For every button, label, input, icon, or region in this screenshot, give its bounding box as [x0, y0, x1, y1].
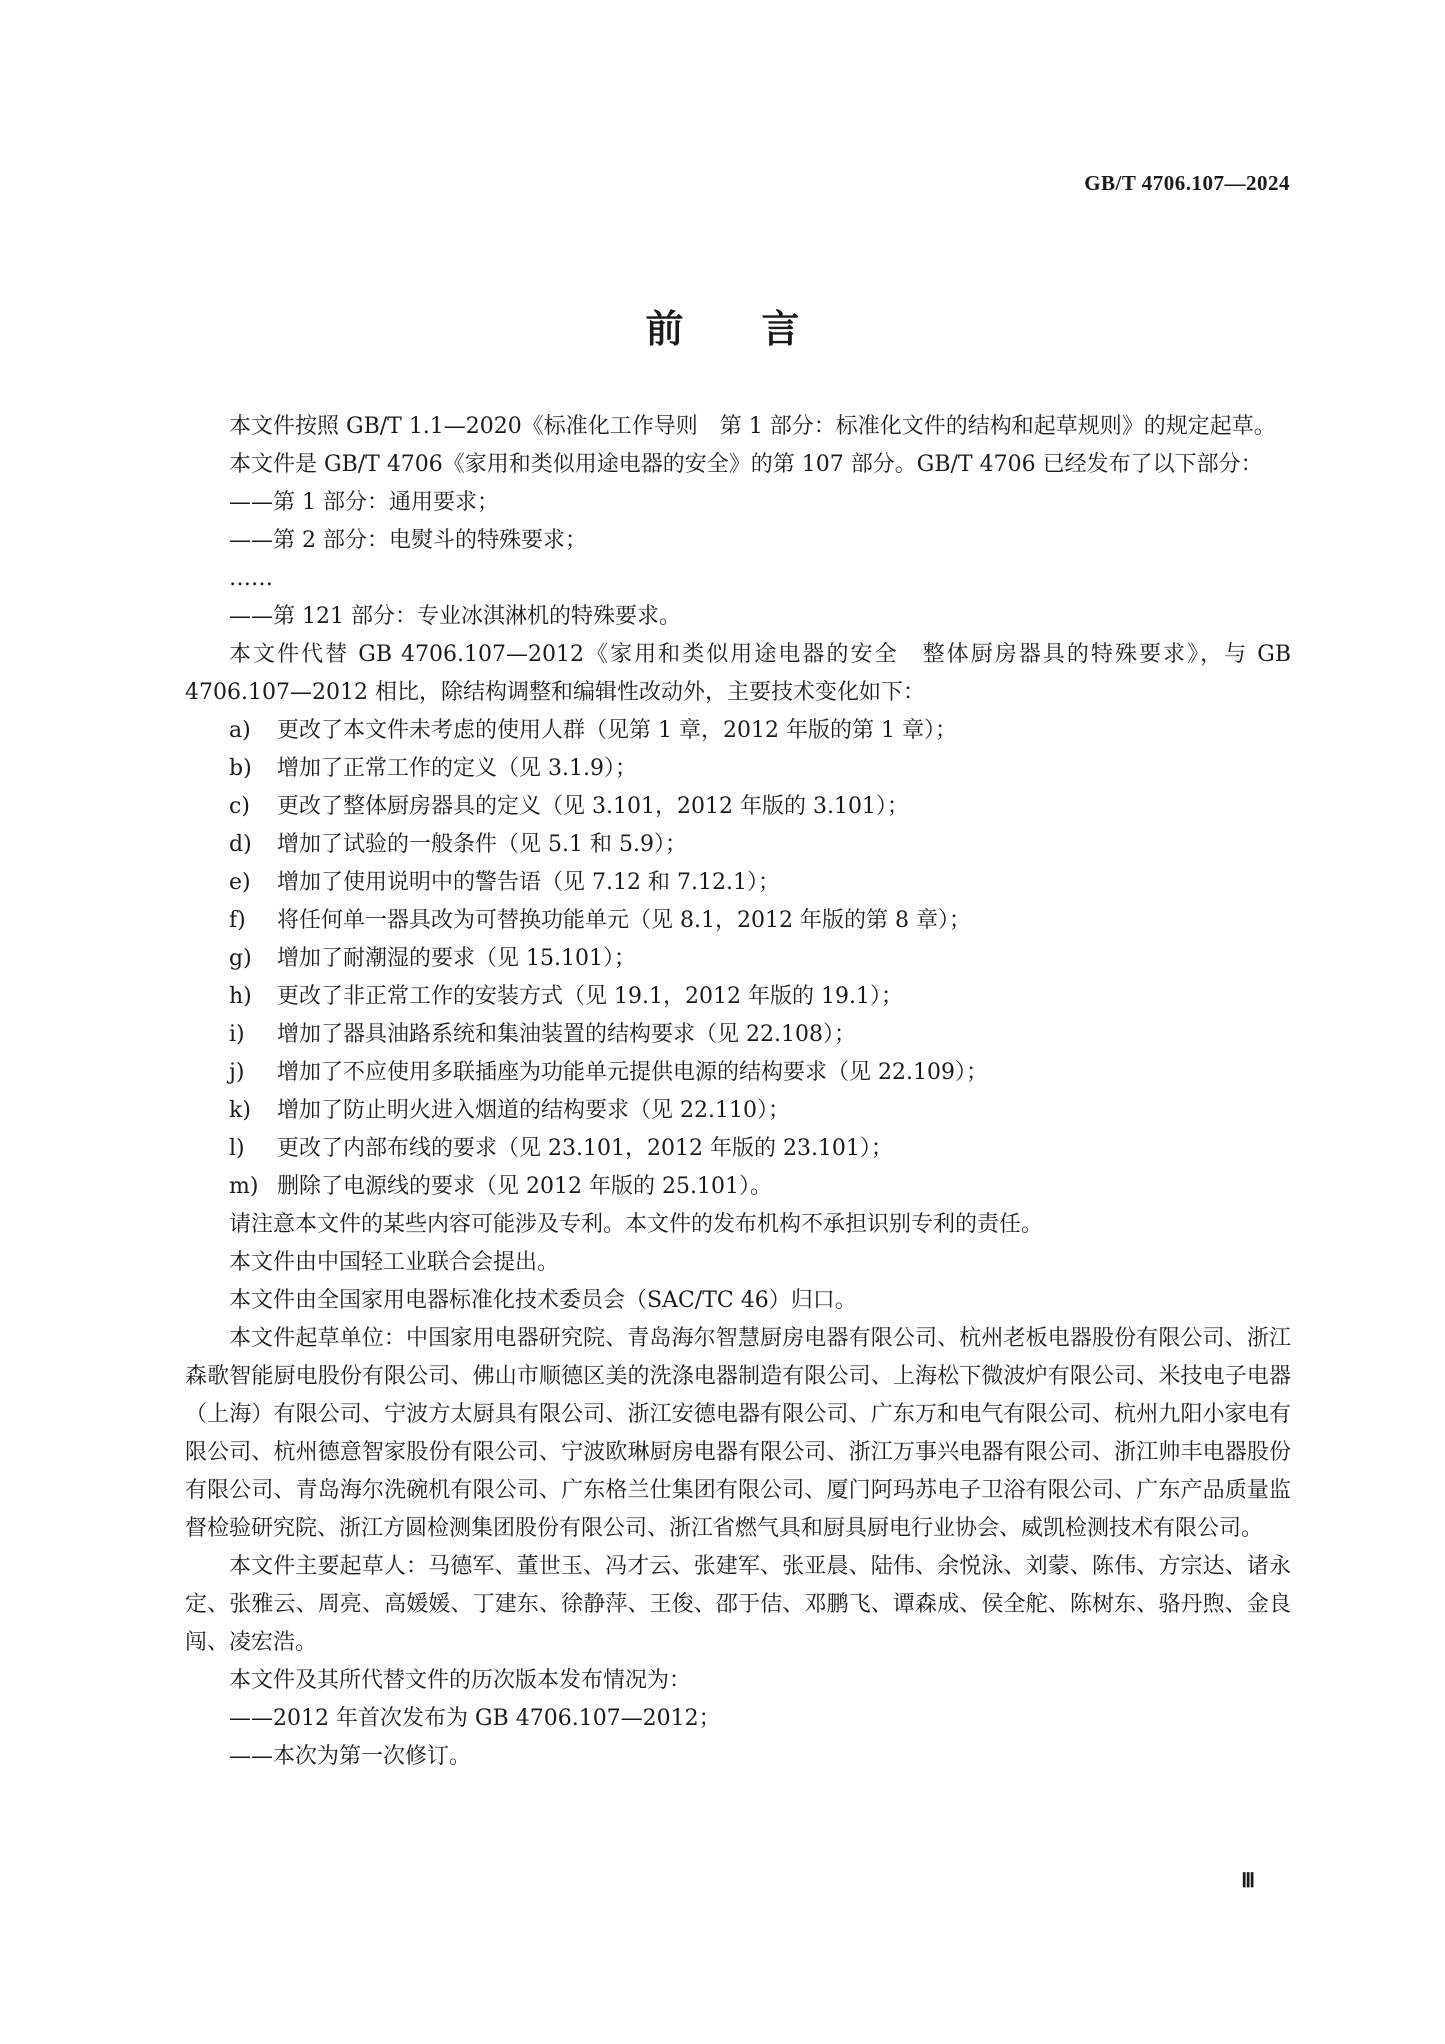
change-marker: j)	[229, 1060, 245, 1085]
change-text: 更改了整体厨房器具的定义（见 3.101，2012 年版的 3.101）；	[277, 794, 909, 819]
change-text: 更改了内部布线的要求（见 23.101，2012 年版的 23.101）；	[277, 1136, 893, 1161]
part-list-item: ——第 1 部分：通用要求；	[229, 490, 499, 515]
change-text: 增加了使用说明中的警告语（见 7.12 和 7.12.1）；	[277, 870, 780, 895]
paragraph-replacement: 本文件代替 GB 4706.107—2012《家用和类似用途电器的安全 整体厨房器具的特殊要求》，与 GB 4706.107—2012 相比，除结构调整和编辑性改动外，主要技术变化如下：	[185, 642, 1291, 705]
changes-list	[185, 712, 1291, 1206]
change-marker: c)	[229, 794, 250, 819]
paragraph-history-intro: 本文件及其所代替文件的历次版本发布情况为：	[229, 1668, 692, 1693]
history-item: ——本次为第一次修订。	[229, 1744, 472, 1769]
change-marker: a)	[229, 718, 251, 743]
change-item	[185, 788, 1291, 826]
paragraph-drafting-units: 本文件起草单位：中国家用电器研究院、青岛海尔智慧厨房电器有限公司、杭州老板电器股份有限公司、浙江森歌智能厨电股份有限公司、佛山市顺德区美的洗涤电器制造有限公司、上海松下微波炉有限公司、米技电子电器（上海）有限公司、宁波方太厨具有限公司、浙江安德电器有限公司、广东万和电气有限公司、杭州九阳小家电有限公司、杭州德意智家股份有限公司、宁波欧琳厨房电器有限公司、浙江万事兴电器有限公司、浙江帅丰电器股份有限公司、青岛海尔洗碗机有限公司、广东格兰仕集团有限公司、厦门阿玛苏电子卫浴有限公司、广东产品质量监督检验研究院、浙江方圆检测集团股份有限公司、浙江省燃气具和厨具厨电行业协会、威凯检测技术有限公司。	[185, 1326, 1291, 1541]
change-item	[185, 1092, 1291, 1130]
change-item	[185, 978, 1291, 1016]
part-list-item: ——第 2 部分：电熨斗的特殊要求；	[229, 528, 587, 553]
change-item	[185, 864, 1291, 902]
change-text: 增加了防止明火进入烟道的结构要求（见 22.110）；	[277, 1098, 790, 1123]
change-text: 增加了正常工作的定义（见 3.1.9）；	[277, 756, 637, 781]
change-text: 删除了电源线的要求（见 2012 年版的 25.101）。	[277, 1174, 772, 1199]
change-item	[185, 940, 1291, 978]
change-marker: i)	[229, 1022, 245, 1047]
change-item	[185, 1054, 1291, 1092]
change-text: 更改了非正常工作的安装方式（见 19.1，2012 年版的 19.1）；	[277, 984, 903, 1009]
change-item	[185, 902, 1291, 940]
paragraph-drafters: 本文件主要起草人：马德军、董世玉、冯才云、张建军、张亚晨、陆伟、余悦泳、刘蒙、陈伟、方宗达、诸永定、张雅云、周亮、高媛媛、丁建东、徐静萍、王俊、邵于佶、邓鹏飞、谭森成、侯全舵、陈树东、骆丹煦、金良闯、凌宏浩。	[185, 1554, 1291, 1655]
page-number: Ⅲ	[1241, 1870, 1255, 1892]
change-marker: g)	[229, 946, 252, 971]
change-item	[185, 750, 1291, 788]
paragraph-series-intro: 本文件是 GB/T 4706《家用和类似用途电器的安全》的第 107 部分。GB/T 4706 已经发布了以下部分：	[229, 452, 1263, 477]
paragraph-patent-notice: 请注意本文件的某些内容可能涉及专利。本文件的发布机构不承担识别专利的责任。	[229, 1212, 1044, 1237]
change-item	[185, 1168, 1291, 1206]
change-marker: b)	[229, 756, 252, 781]
change-marker: k)	[229, 1098, 251, 1123]
paragraph-committee: 本文件由全国家用电器标准化技术委员会（SAC/TC 46）归口。	[229, 1288, 857, 1313]
standard-code: GB/T 4706.107—2024	[1084, 171, 1290, 195]
part-list-item: ——第 121 部分：专业冰淇淋机的特殊要求。	[229, 604, 681, 629]
change-marker: d)	[229, 832, 252, 857]
change-text: 更改了本文件未考虑的使用人群（见第 1 章，2012 年版的第 1 章）；	[277, 718, 957, 743]
change-text: 将任何单一器具改为可替换功能单元（见 8.1，2012 年版的第 8 章）；	[277, 908, 971, 933]
change-item	[185, 1130, 1291, 1168]
change-item	[185, 826, 1291, 864]
change-marker: h)	[229, 984, 252, 1009]
change-text: 增加了耐潮湿的要求（见 15.101）；	[277, 946, 636, 971]
change-item	[185, 1016, 1291, 1054]
change-marker: e)	[229, 870, 251, 895]
change-marker: m)	[229, 1174, 259, 1199]
change-text: 增加了试验的一般条件（见 5.1 和 5.9）；	[277, 832, 687, 857]
paragraph-proposer: 本文件由中国轻工业联合会提出。	[229, 1250, 560, 1275]
change-marker: l)	[229, 1136, 245, 1161]
change-text: 增加了不应使用多联插座为功能单元提供电源的结构要求（见 22.109）；	[277, 1060, 988, 1085]
paragraph-drafting-rule: 本文件按照 GB/T 1.1—2020《标准化工作导则 第 1 部分：标准化文件的结构和起草规则》的规定起草。	[229, 414, 1276, 439]
part-list-ellipsis: ……	[229, 566, 273, 591]
foreword-body	[185, 408, 1291, 1776]
history-item: ——2012 年首次发布为 GB 4706.107—2012；	[229, 1706, 721, 1731]
page-title: 前言	[645, 307, 878, 351]
change-marker: f)	[229, 908, 246, 933]
change-item	[185, 712, 1291, 750]
change-text: 增加了器具油路系统和集油装置的结构要求（见 22.108）；	[277, 1022, 856, 1047]
